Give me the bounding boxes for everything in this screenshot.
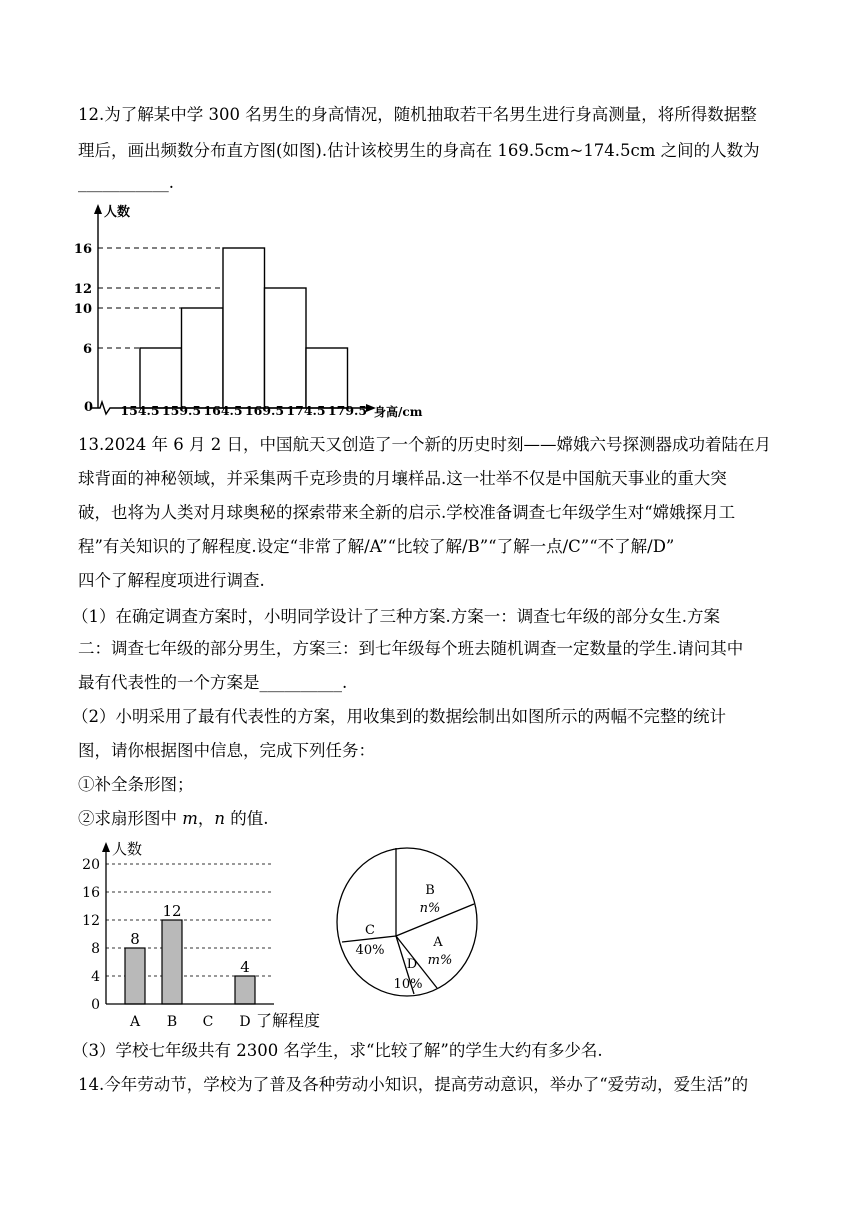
- bar-y-tick-12: 12: [82, 913, 100, 929]
- bar-B: [162, 920, 182, 1004]
- q13-part1-line-2: 二：调查七年级的部分男生，方案三：到七年级每个班去随机调查一定数量的学生.请问其中: [78, 639, 744, 658]
- hist-bar-159.5: [182, 308, 224, 408]
- pie-label-C: C: [365, 923, 375, 938]
- pie-label-A: A: [433, 935, 443, 950]
- q13-line-4: 程”有关知识的了解程度.设定“非常了解/A”“比较了解/B”“了解一点/C”“不了解/D”: [78, 537, 675, 556]
- q13-task-2: ②求扇形图中 m，n 的值.: [78, 809, 269, 828]
- bar-category-C: C: [202, 1014, 214, 1030]
- pie-value-D: 10%: [393, 977, 423, 992]
- hist-x-tick-164.5: 164.5: [203, 403, 243, 418]
- awareness-bar-chart: [78, 836, 358, 1036]
- awareness-pie-chart: [334, 842, 480, 1000]
- bar-category-D: D: [239, 1014, 251, 1030]
- hist-x-tick-179.5: 179.5: [327, 403, 368, 418]
- q13-part2-line-1: （2）小明采用了最有代表性的方案，用收集到的数据绘制出如图所示的两幅不完整的统计: [72, 707, 726, 726]
- bar-y-tick-0: 0: [91, 997, 100, 1013]
- q13-line-1: 13.2024 年 6 月 2 日，中国航天又创造了一个新的历史时刻——嫦娥六号探测器成功着陆在月: [78, 435, 771, 454]
- bar-y-tick-20: 20: [82, 857, 100, 873]
- pie-value-C: 40%: [355, 943, 385, 958]
- bar-category-B: B: [166, 1014, 178, 1030]
- hist-y-arrow: [94, 204, 102, 214]
- hist-bar-164.5: [223, 248, 265, 408]
- hist-x-tick-154.5: 154.5: [120, 403, 160, 418]
- hist-y-tick-6: 6: [82, 342, 92, 357]
- pie-value-A: m%: [427, 953, 453, 968]
- height-histogram: [73, 196, 438, 426]
- hist-y-tick-10: 10: [73, 302, 92, 317]
- hist-y-tick-16: 16: [73, 242, 92, 257]
- hist-bar-169.5: [265, 288, 307, 408]
- q13-part2-line-2: 图，请你根据图中信息，完成下列任务：: [78, 741, 375, 760]
- bar-y-tick-8: 8: [91, 941, 100, 957]
- bar-y-arrow: [102, 842, 110, 852]
- q13-line-3: 破，也将为人类对月球奥秘的探索带来全新的启示.学校准备调查七年级学生对“嫦娥探月工: [78, 503, 736, 522]
- q13-part1-line-1: （1）在确定调查方案时，小明同学设计了三种方案.方案一：调查七年级的部分女生.方案: [72, 607, 720, 626]
- hist-x-tick-159.5: 159.5: [161, 403, 202, 418]
- hist-y-tick-12: 12: [73, 282, 92, 297]
- pie-value-B: n%: [419, 901, 441, 916]
- pie-label-D: D: [406, 957, 418, 972]
- bar-y-tick-4: 4: [91, 969, 100, 985]
- bar-data-label-B: 12: [162, 902, 182, 920]
- hist-bar-174.5: [306, 348, 348, 408]
- q13-line-2: 球背面的神秘领域，并采集两千克珍贵的月壤样品.这一壮举不仅是中国航天事业的重大突: [78, 469, 727, 488]
- bar-data-label-A: 8: [130, 930, 140, 948]
- bar-y-tick-16: 16: [82, 885, 100, 901]
- hist-x-tick-174.5: 174.5: [286, 403, 326, 418]
- hist-origin-label: 0: [84, 400, 94, 415]
- bar-data-label-D: 4: [240, 958, 250, 976]
- hist-bar-154.5: [140, 348, 182, 408]
- pie-outline: [337, 848, 477, 996]
- bar-D: [235, 976, 255, 1004]
- hist-y-axis-label: 人数: [104, 205, 131, 220]
- q13-line-5: 四个了解程度项进行调查.: [78, 571, 265, 590]
- bar-y-axis-label: 人数: [112, 840, 143, 858]
- q12-line-3: ___________.: [78, 173, 174, 192]
- q13-task-1: ①补全条形图；: [78, 775, 194, 794]
- bar-x-axis-label: 了解程度: [256, 1011, 321, 1030]
- q13-part3: （3）学校七年级共有 2300 名学生，求“比较了解”的学生大约有多少名.: [72, 1041, 603, 1060]
- q12-line-1: 12.为了解某中学 300 名男生的身高情况，随机抽取若干名男生进行身高测量，将所得数据整: [78, 105, 757, 124]
- q13-part1-line-3: 最有代表性的一个方案是__________.: [78, 673, 348, 692]
- bar-A: [125, 948, 145, 1004]
- bar-category-A: A: [129, 1014, 141, 1030]
- pie-label-B: B: [425, 883, 435, 898]
- hist-x-tick-169.5: 169.5: [244, 403, 285, 418]
- q14-line-1: 14.今年劳动节，学校为了普及各种劳动小知识，提高劳动意识，举办了“爱劳动，爱生活”的: [78, 1075, 749, 1094]
- q12-line-2: 理后，画出频数分布直方图(如图).估计该校男生的身高在 169.5cm~174.5cm 之间的人数为: [78, 141, 760, 160]
- hist-x-axis-label: 身高/cm: [374, 405, 423, 419]
